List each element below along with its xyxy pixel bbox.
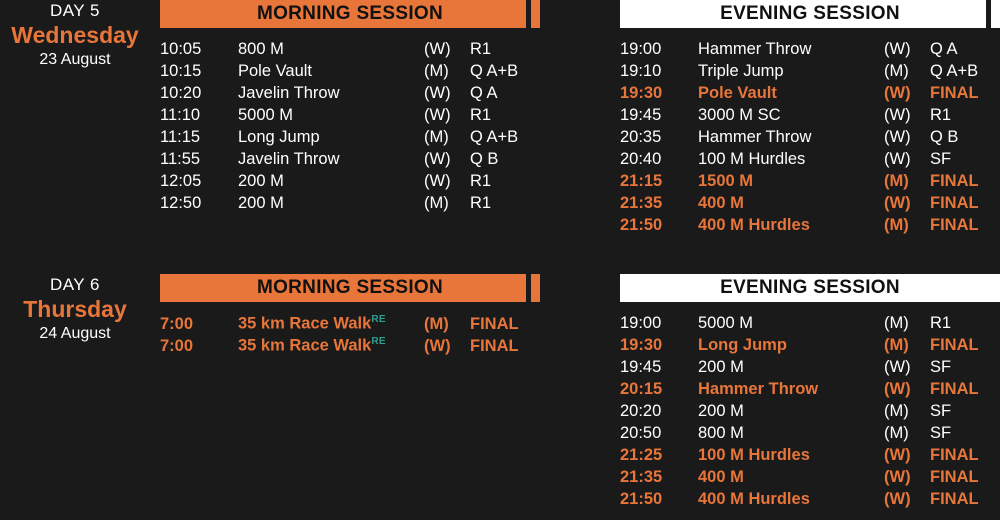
event-name: Triple Jump [698, 62, 784, 80]
day-weekday: Wednesday [11, 22, 139, 48]
event-name: 35 km Race Walk$^{RE}$ [238, 336, 386, 355]
event-round: FINAL [930, 380, 979, 398]
evening-session-title: EVENING SESSION [720, 3, 900, 24]
evening-session-title: EVENING SESSION [720, 277, 900, 298]
event-gender: (M) [424, 62, 449, 80]
event-gender: (M) [884, 172, 909, 190]
event-time: 19:30 [620, 84, 663, 102]
event-time: 12:05 [160, 172, 202, 190]
event-time: 21:25 [620, 446, 663, 464]
event-gender: (M) [884, 402, 909, 420]
event-gender: (W) [884, 84, 911, 102]
event-name: 800 M [698, 424, 744, 442]
event-round: R1 [930, 314, 952, 332]
event-time: 21:15 [620, 172, 663, 190]
event-name: 200 M [698, 402, 744, 420]
event-name: 400 M [698, 468, 744, 486]
event-name: Hammer Throw [698, 380, 819, 398]
day-label-day-5 [0, 0, 150, 71]
event-round: FINAL [930, 446, 979, 464]
event-gender: (W) [424, 40, 451, 58]
event-round: R1 [470, 194, 492, 212]
evening-session-header [620, 0, 1000, 28]
event-gender: (W) [424, 84, 451, 102]
event-row [620, 380, 1000, 402]
event-name: Pole Vault [238, 62, 312, 80]
event-row [620, 336, 1000, 358]
event-row [620, 490, 1000, 512]
event-gender: (M) [424, 194, 449, 212]
event-row [160, 172, 540, 194]
event-gender: (W) [884, 490, 911, 508]
event-round: SF [930, 358, 952, 376]
event-round: SF [930, 402, 952, 420]
event-time: 10:05 [160, 40, 202, 58]
event-name: Hammer Throw [698, 40, 812, 58]
event-row [620, 468, 1000, 490]
evening-event-list [620, 40, 1000, 238]
event-row [620, 106, 1000, 128]
event-name: Long Jump [238, 128, 320, 146]
event-time: 21:50 [620, 216, 663, 234]
event-name: 400 M Hurdles [698, 216, 810, 234]
event-row [620, 424, 1000, 446]
event-time: 10:15 [160, 62, 202, 80]
header-notch [526, 0, 531, 28]
event-name: 800 M [238, 40, 284, 58]
event-round: FINAL [930, 194, 979, 212]
event-name: 5000 M [698, 314, 754, 332]
event-round: FINAL [930, 216, 979, 234]
event-round: FINAL [930, 172, 979, 190]
event-name: 35 km Race Walk$^{RE}$ [238, 314, 386, 333]
event-row [160, 128, 540, 150]
event-round: R1 [930, 106, 952, 124]
event-gender: (M) [424, 314, 449, 333]
event-round: Q A [470, 84, 498, 102]
event-row [160, 84, 540, 106]
event-name: Long Jump [698, 336, 787, 354]
header-notch [986, 0, 991, 28]
event-row [620, 172, 1000, 194]
morning-event-list [160, 314, 540, 358]
event-gender: (M) [884, 314, 909, 332]
event-round: Q B [930, 128, 959, 146]
event-name: Pole Vault [698, 84, 777, 102]
event-round: FINAL [470, 314, 519, 333]
morning-session-day-6 [160, 274, 540, 358]
event-time: 20:15 [620, 380, 663, 398]
event-gender: (W) [884, 194, 911, 212]
event-round: FINAL [930, 84, 979, 102]
event-row [160, 150, 540, 172]
event-round: Q A+B [930, 62, 979, 80]
morning-session-day-5 [160, 0, 540, 216]
event-row [620, 62, 1000, 84]
event-time: 11:10 [160, 106, 201, 124]
event-name: 200 M [698, 358, 744, 376]
event-time: 20:20 [620, 402, 662, 420]
event-name: 400 M Hurdles [698, 490, 810, 508]
event-name: 3000 M SC [698, 106, 781, 124]
day-number: DAY 6 [49, 275, 101, 294]
event-round: FINAL [930, 490, 979, 508]
event-name: Hammer Throw [698, 128, 812, 146]
event-name: 200 M [238, 194, 284, 212]
evening-event-list [620, 314, 1000, 512]
event-gender: (W) [424, 336, 451, 355]
event-time: 12:50 [160, 194, 202, 212]
event-name: Javelin Throw [238, 84, 340, 102]
event-time: 21:50 [620, 490, 663, 508]
event-gender: (W) [884, 106, 911, 124]
event-row [160, 106, 540, 128]
event-gender: (W) [884, 128, 911, 146]
event-gender: (W) [884, 380, 911, 398]
event-gender: (M) [884, 424, 909, 442]
event-row [620, 314, 1000, 336]
event-row [160, 194, 540, 216]
day-date: 24 August [39, 325, 111, 342]
event-gender: (M) [884, 216, 909, 234]
event-time: 20:40 [620, 150, 662, 168]
event-time: 19:00 [620, 40, 662, 58]
event-row [160, 62, 540, 84]
event-round: SF [930, 150, 952, 168]
morning-session-header [160, 274, 540, 302]
evening-session-header [620, 274, 1000, 302]
header-notch [526, 274, 531, 302]
event-time: 7:00 [160, 336, 194, 355]
event-time: 19:10 [620, 62, 662, 80]
event-time: 11:55 [160, 150, 201, 168]
event-time: 20:50 [620, 424, 662, 442]
event-round: Q B [470, 150, 499, 168]
event-name: 400 M [698, 194, 744, 212]
event-round: R1 [470, 40, 492, 58]
event-gender: (W) [424, 106, 451, 124]
event-time: 19:45 [620, 358, 662, 376]
event-gender: (W) [884, 446, 911, 464]
event-name: 1500 M [698, 172, 754, 190]
event-gender: (W) [884, 468, 911, 486]
event-round: R1 [470, 172, 492, 190]
event-time: 10:20 [160, 84, 202, 102]
day-weekday: Thursday [23, 296, 127, 322]
event-time: 19:00 [620, 314, 662, 332]
event-gender: (W) [884, 150, 911, 168]
event-row [620, 402, 1000, 424]
morning-event-list [160, 40, 540, 216]
event-gender: (M) [884, 62, 909, 80]
event-row [160, 40, 540, 62]
event-gender: (M) [884, 336, 909, 354]
event-note-superscript: RE [371, 336, 386, 347]
day-number: DAY 5 [49, 1, 101, 20]
morning-session-title: MORNING SESSION [256, 3, 444, 24]
morning-session-title: MORNING SESSION [256, 277, 444, 298]
event-round: Q A+B [470, 62, 519, 80]
event-row [160, 314, 540, 336]
event-time: 7:00 [160, 314, 194, 333]
event-row [620, 358, 1000, 380]
evening-session-day-5 [620, 0, 1000, 238]
event-time: 21:35 [620, 194, 663, 212]
event-time: 20:35 [620, 128, 662, 146]
event-name: 100 M Hurdles [698, 446, 810, 464]
event-gender: (W) [424, 172, 451, 190]
morning-session-header [160, 0, 540, 28]
event-name: 100 M Hurdles [698, 150, 806, 168]
event-time: 19:30 [620, 336, 663, 354]
event-row [620, 446, 1000, 468]
event-round: FINAL [930, 468, 979, 486]
event-row [620, 194, 1000, 216]
event-gender: (M) [424, 128, 449, 146]
event-time: 19:45 [620, 106, 662, 124]
evening-session-day-6 [620, 274, 1000, 512]
event-row [620, 150, 1000, 172]
event-row [620, 216, 1000, 238]
event-row [620, 40, 1000, 62]
event-name: 5000 M [238, 106, 294, 124]
event-gender: (W) [884, 40, 911, 58]
event-time: 21:35 [620, 468, 663, 486]
event-row [160, 336, 540, 358]
event-round: Q A+B [470, 128, 519, 146]
event-time: 11:15 [160, 128, 201, 146]
event-round: FINAL [930, 336, 979, 354]
event-round: SF [930, 424, 952, 442]
event-gender: (W) [884, 358, 911, 376]
event-note-superscript: RE [371, 314, 386, 325]
event-name: Javelin Throw [238, 150, 340, 168]
event-round: Q A [930, 40, 958, 58]
event-row [620, 128, 1000, 150]
event-name: 200 M [238, 172, 284, 190]
event-row [620, 84, 1000, 106]
event-round: FINAL [470, 336, 519, 355]
day-label-day-6 [0, 274, 150, 345]
event-gender: (W) [424, 150, 451, 168]
day-date: 23 August [39, 51, 111, 68]
event-round: R1 [470, 106, 492, 124]
